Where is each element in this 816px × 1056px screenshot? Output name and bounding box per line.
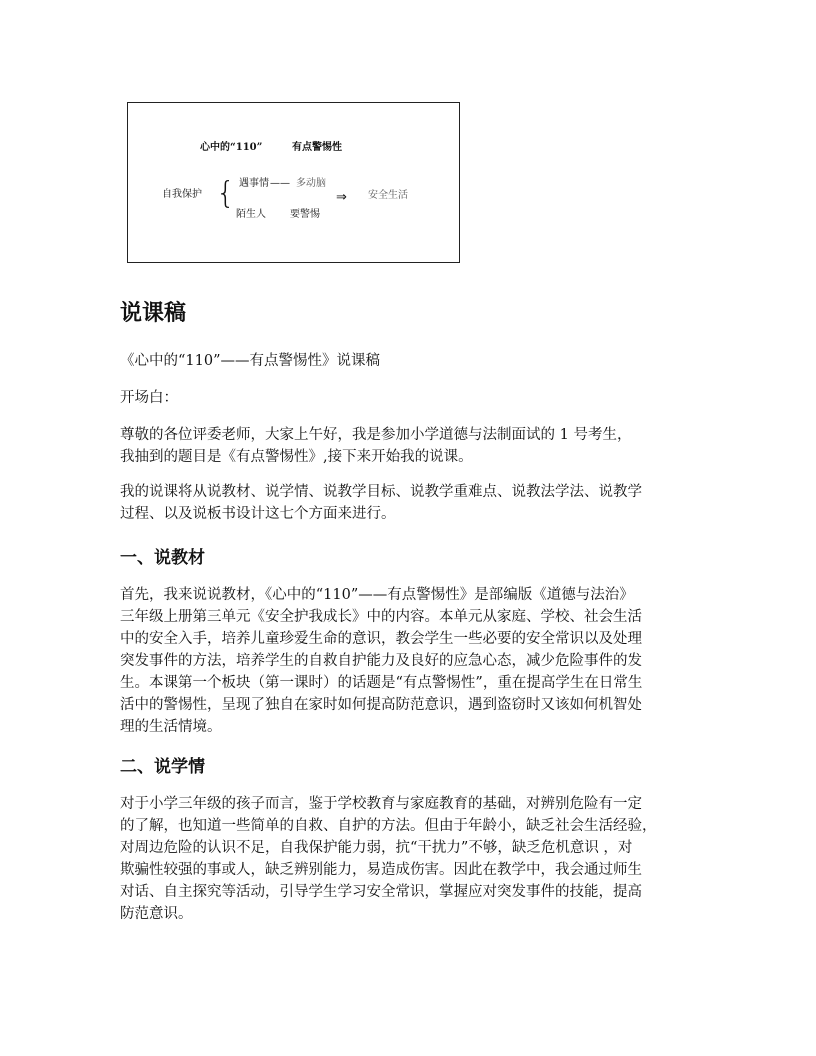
text-line: 的了解，也知道一些简单的自救、自护的方法。但由于年龄小，缺乏社会生活经验， xyxy=(120,818,657,834)
board-branch-bottom-left: 陌生人 xyxy=(236,209,266,220)
text-line: 防范意识。 xyxy=(120,906,193,922)
board-result: 安全生活 xyxy=(368,190,408,201)
text-line: 对于小学三年级的孩子而言，鉴于学校教育与家庭教育的基础，对辨别危险有一定 xyxy=(120,796,642,812)
text-line: 对周边危险的认识不足，自我保护能力弱，抗“干扰力”不够，缺乏危机意识 ，对 xyxy=(120,840,633,856)
opening-paragraph xyxy=(120,424,702,468)
brace-symbol: { xyxy=(216,176,236,211)
text-line: 首先，我来说说教材，《心中的“110”——有点警惕性》是部编版《道德与法治》 xyxy=(120,587,634,603)
text-line: 对话、自主探究等活动，引导学生学习安全常识，掌握应对突发事件的技能，提高 xyxy=(120,884,642,900)
text-line: 活中的警惕性，呈现了独自在家时如何提高防范意识，遇到盗窃时又该如何机智处 xyxy=(120,697,642,713)
students-paragraph xyxy=(120,793,702,925)
text-line: 三年级上册第三单元《安全护我成长》中的内容。本单元从家庭、学校、社会生活 xyxy=(120,609,642,625)
text-line: 尊敬的各位评委老师，大家上午好，我是参加小学道德与法制面试的 1 号考生， xyxy=(120,427,632,443)
text-line: 我抽到的题目是《有点警惕性》,接下来开始我的说课。 xyxy=(120,449,473,465)
text-line: 中的安全入手，培养儿童珍爱生命的意识，教会学生一些必要的安全常识以及处理 xyxy=(120,631,642,647)
text-line: 突发事件的方法，培养学生的自救自护能力及良好的应急心态，减少危险事件的发 xyxy=(120,653,642,669)
board-design-diagram xyxy=(127,102,460,263)
textbook-paragraph xyxy=(120,584,702,738)
overview-paragraph xyxy=(120,481,702,525)
board-branch-bottom-right: 要警惕 xyxy=(290,209,320,220)
document-subtitle: 《心中的“110”——有点警惕性》说课稿 xyxy=(120,353,381,369)
section-heading-students: 二、说学情 xyxy=(120,757,205,777)
text-line: 欺骗性较强的事或人，缺乏辨别能力，易造成伤害。因此在教学中，我会通过师生 xyxy=(120,862,642,878)
opening-label: 开场白： xyxy=(120,390,178,406)
text-line: 理的生活情境。 xyxy=(120,719,222,735)
board-branch-top-right: 多动脑 xyxy=(296,178,326,189)
board-branch-top-left: 遇事情 xyxy=(239,178,269,189)
board-left-label: 自我保护 xyxy=(162,189,202,200)
text-line: 生。本课第一个板块（第一课时）的话题是“有点警惕性”，重在提高学生在日常生 xyxy=(120,675,643,691)
board-title-right: 有点警惕性 xyxy=(292,142,342,153)
document-title: 说课稿 xyxy=(120,301,187,326)
board-branch-top-dash: —— xyxy=(270,178,290,189)
text-line: 过程、以及说板书设计这七个方面来进行。 xyxy=(120,506,396,522)
board-title-left: 心中的“110” xyxy=(200,142,263,153)
section-heading-textbook: 一、说教材 xyxy=(120,548,205,568)
text-line: 我的说课将从说教材、说学情、说教学目标、说教学重难点、说教法学法、说教学 xyxy=(120,484,642,500)
double-arrow-icon: ⇒ xyxy=(336,190,347,205)
